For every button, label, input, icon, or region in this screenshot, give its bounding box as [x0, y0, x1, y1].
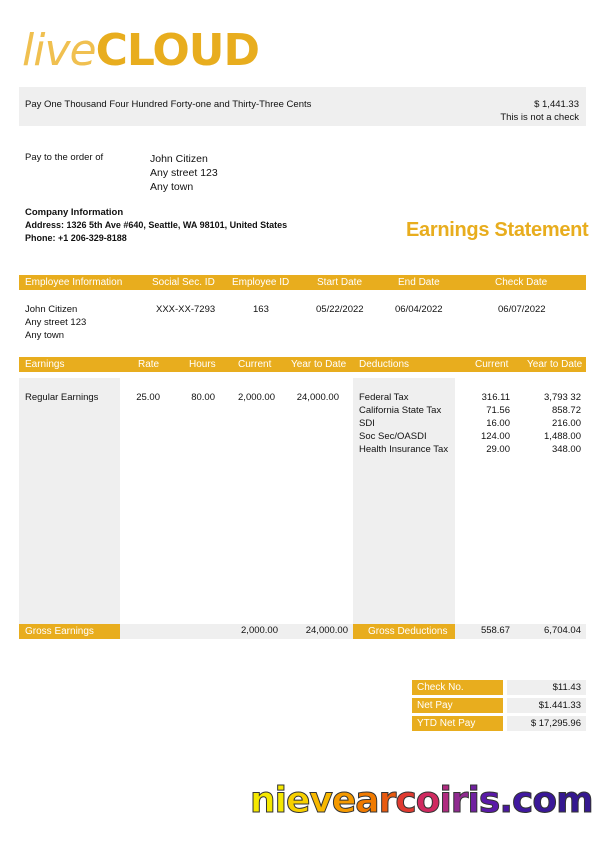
ytd-net-pay-label-cell [412, 716, 503, 731]
check-no-label-cell [412, 680, 503, 695]
col-ded-current: Current [475, 359, 509, 370]
not-a-check-note: This is not a check [500, 112, 579, 123]
deduction-row-name: Soc Sec/OASDI [359, 431, 427, 442]
deduction-row-current: 16.00 [486, 418, 510, 429]
col-hours: Hours [189, 359, 216, 370]
employee-id-value: 163 [253, 304, 269, 315]
col-employee-id: Employee ID [232, 277, 290, 288]
deduction-row-current: 29.00 [486, 444, 510, 455]
pay-amount-words: Pay One Thousand Four Hundred Forty-one and Thirty-Three Cents [25, 99, 312, 110]
pay-to-order-label: Pay to the order of [25, 152, 104, 163]
employee-town: Any town [25, 330, 65, 341]
col-start-date: Start Date [317, 277, 363, 288]
col-social-sec-id: Social Sec. ID [152, 277, 215, 288]
watermark-letter: n [250, 780, 275, 821]
start-date-value: 05/22/2022 [316, 304, 364, 315]
deduction-row-ytd: 1,488.00 [544, 431, 581, 442]
payee-name: John Citizen [150, 153, 208, 165]
logo-live-text: live [22, 25, 96, 76]
ytd-net-pay-value: $ 17,295.96 [530, 718, 581, 729]
gross-deductions-label: Gross Deductions [368, 626, 448, 637]
gross-deductions-ytd: 6,704.04 [544, 625, 581, 636]
col-check-date: Check Date [495, 277, 548, 288]
end-date-value: 06/04/2022 [395, 304, 443, 315]
pay-amount-figure: $ 1,441.33 [534, 99, 579, 110]
col-employee-info: Employee Information [25, 277, 123, 288]
watermark-letter: i [274, 780, 286, 821]
col-year-to-date: Year to Date [291, 359, 347, 370]
ytd-net-pay-label: YTD Net Pay [417, 718, 476, 729]
col-deductions: Deductions [359, 359, 410, 370]
employee-table-header [19, 275, 586, 290]
gross-deductions-current: 558.67 [480, 625, 510, 636]
ytd-net-pay-value-cell [507, 716, 586, 731]
col-rate: Rate [138, 359, 160, 370]
watermark [250, 780, 593, 821]
company-logo [22, 25, 259, 76]
company-info-heading: Company Information [25, 207, 124, 218]
col-current: Current [238, 359, 272, 370]
deduction-row-name: Federal Tax [359, 392, 409, 403]
employee-ssn: XXX-XX-7293 [156, 304, 216, 315]
deduction-row-ytd: 858.72 [551, 405, 581, 416]
net-pay-label-cell [412, 698, 503, 713]
deduction-row-current: 124.00 [480, 431, 510, 442]
net-pay-value: $1.441.33 [538, 700, 581, 711]
employee-street: Any street 123 [25, 317, 87, 328]
watermark-letter: o [532, 780, 557, 821]
net-pay-value-cell [507, 698, 586, 713]
check-no-label: Check No. [417, 682, 464, 693]
col-ded-ytd: Year to Date [527, 359, 583, 370]
deduction-row-current: 316.11 [481, 392, 510, 403]
watermark-letter: c [395, 780, 416, 821]
check-no-value-cell [507, 680, 586, 695]
deduction-row-ytd: 348.00 [551, 444, 581, 455]
watermark-letter: c [512, 780, 533, 821]
earnings-deductions-header [19, 357, 586, 372]
watermark-letter: e [285, 780, 310, 821]
watermark-letter: i [467, 780, 479, 821]
deduction-row-name: SDI [359, 418, 375, 429]
watermark-letter: a [355, 780, 379, 821]
gross-deductions-label-cell [353, 624, 455, 639]
watermark-letter: o [415, 780, 440, 821]
gross-earnings-label: Gross Earnings [25, 626, 94, 637]
check-no-value: $11.43 [552, 682, 581, 693]
logo-cloud-text: CLOUD [95, 25, 259, 76]
gross-earnings-label-cell [19, 624, 120, 639]
earnings-row-current: 2,000.00 [238, 392, 275, 403]
deduction-row-current: 71.56 [486, 405, 510, 416]
earnings-row-hours: 80.00 [191, 392, 215, 403]
watermark-letter: r [378, 780, 396, 821]
earnings-row-ytd: 24,000.00 [296, 392, 339, 403]
gross-earnings-current: 2,000.00 [241, 625, 278, 636]
watermark-letter: r [450, 780, 468, 821]
check-date-value: 06/07/2022 [498, 304, 546, 315]
deduction-row-name: Health Insurance Tax [359, 444, 449, 455]
gross-earnings-ytd: 24,000.00 [305, 625, 348, 636]
company-phone: Phone: +1 206-329-8188 [25, 233, 127, 243]
employee-name: John Citizen [25, 304, 78, 315]
watermark-letter: s [478, 780, 500, 821]
net-pay-label: Net Pay [417, 700, 453, 711]
watermark-letter: i [439, 780, 451, 821]
watermark-letter: v [309, 780, 332, 821]
earnings-name-column [19, 378, 120, 624]
col-end-date: End Date [398, 277, 440, 288]
deduction-row-name: California State Tax [359, 405, 442, 416]
col-earnings: Earnings [25, 359, 65, 370]
statement-title: Earnings Statement [406, 219, 589, 241]
payee-street: Any street 123 [150, 167, 218, 179]
watermark-letter: m [556, 780, 593, 821]
payee-town: Any town [150, 181, 194, 193]
watermark-letter: e [331, 780, 356, 821]
earnings-row-name: Regular Earnings [25, 392, 99, 403]
deduction-row-ytd: 3,793 32 [544, 392, 581, 403]
pay-amount-bar [19, 87, 586, 126]
deduction-row-ytd: 216.00 [551, 418, 581, 429]
company-address: Address: 1326 5th Ave #640, Seattle, WA 98101, United States [25, 220, 288, 230]
earnings-row-rate: 25.00 [136, 392, 160, 403]
watermark-letter: . [499, 780, 513, 821]
